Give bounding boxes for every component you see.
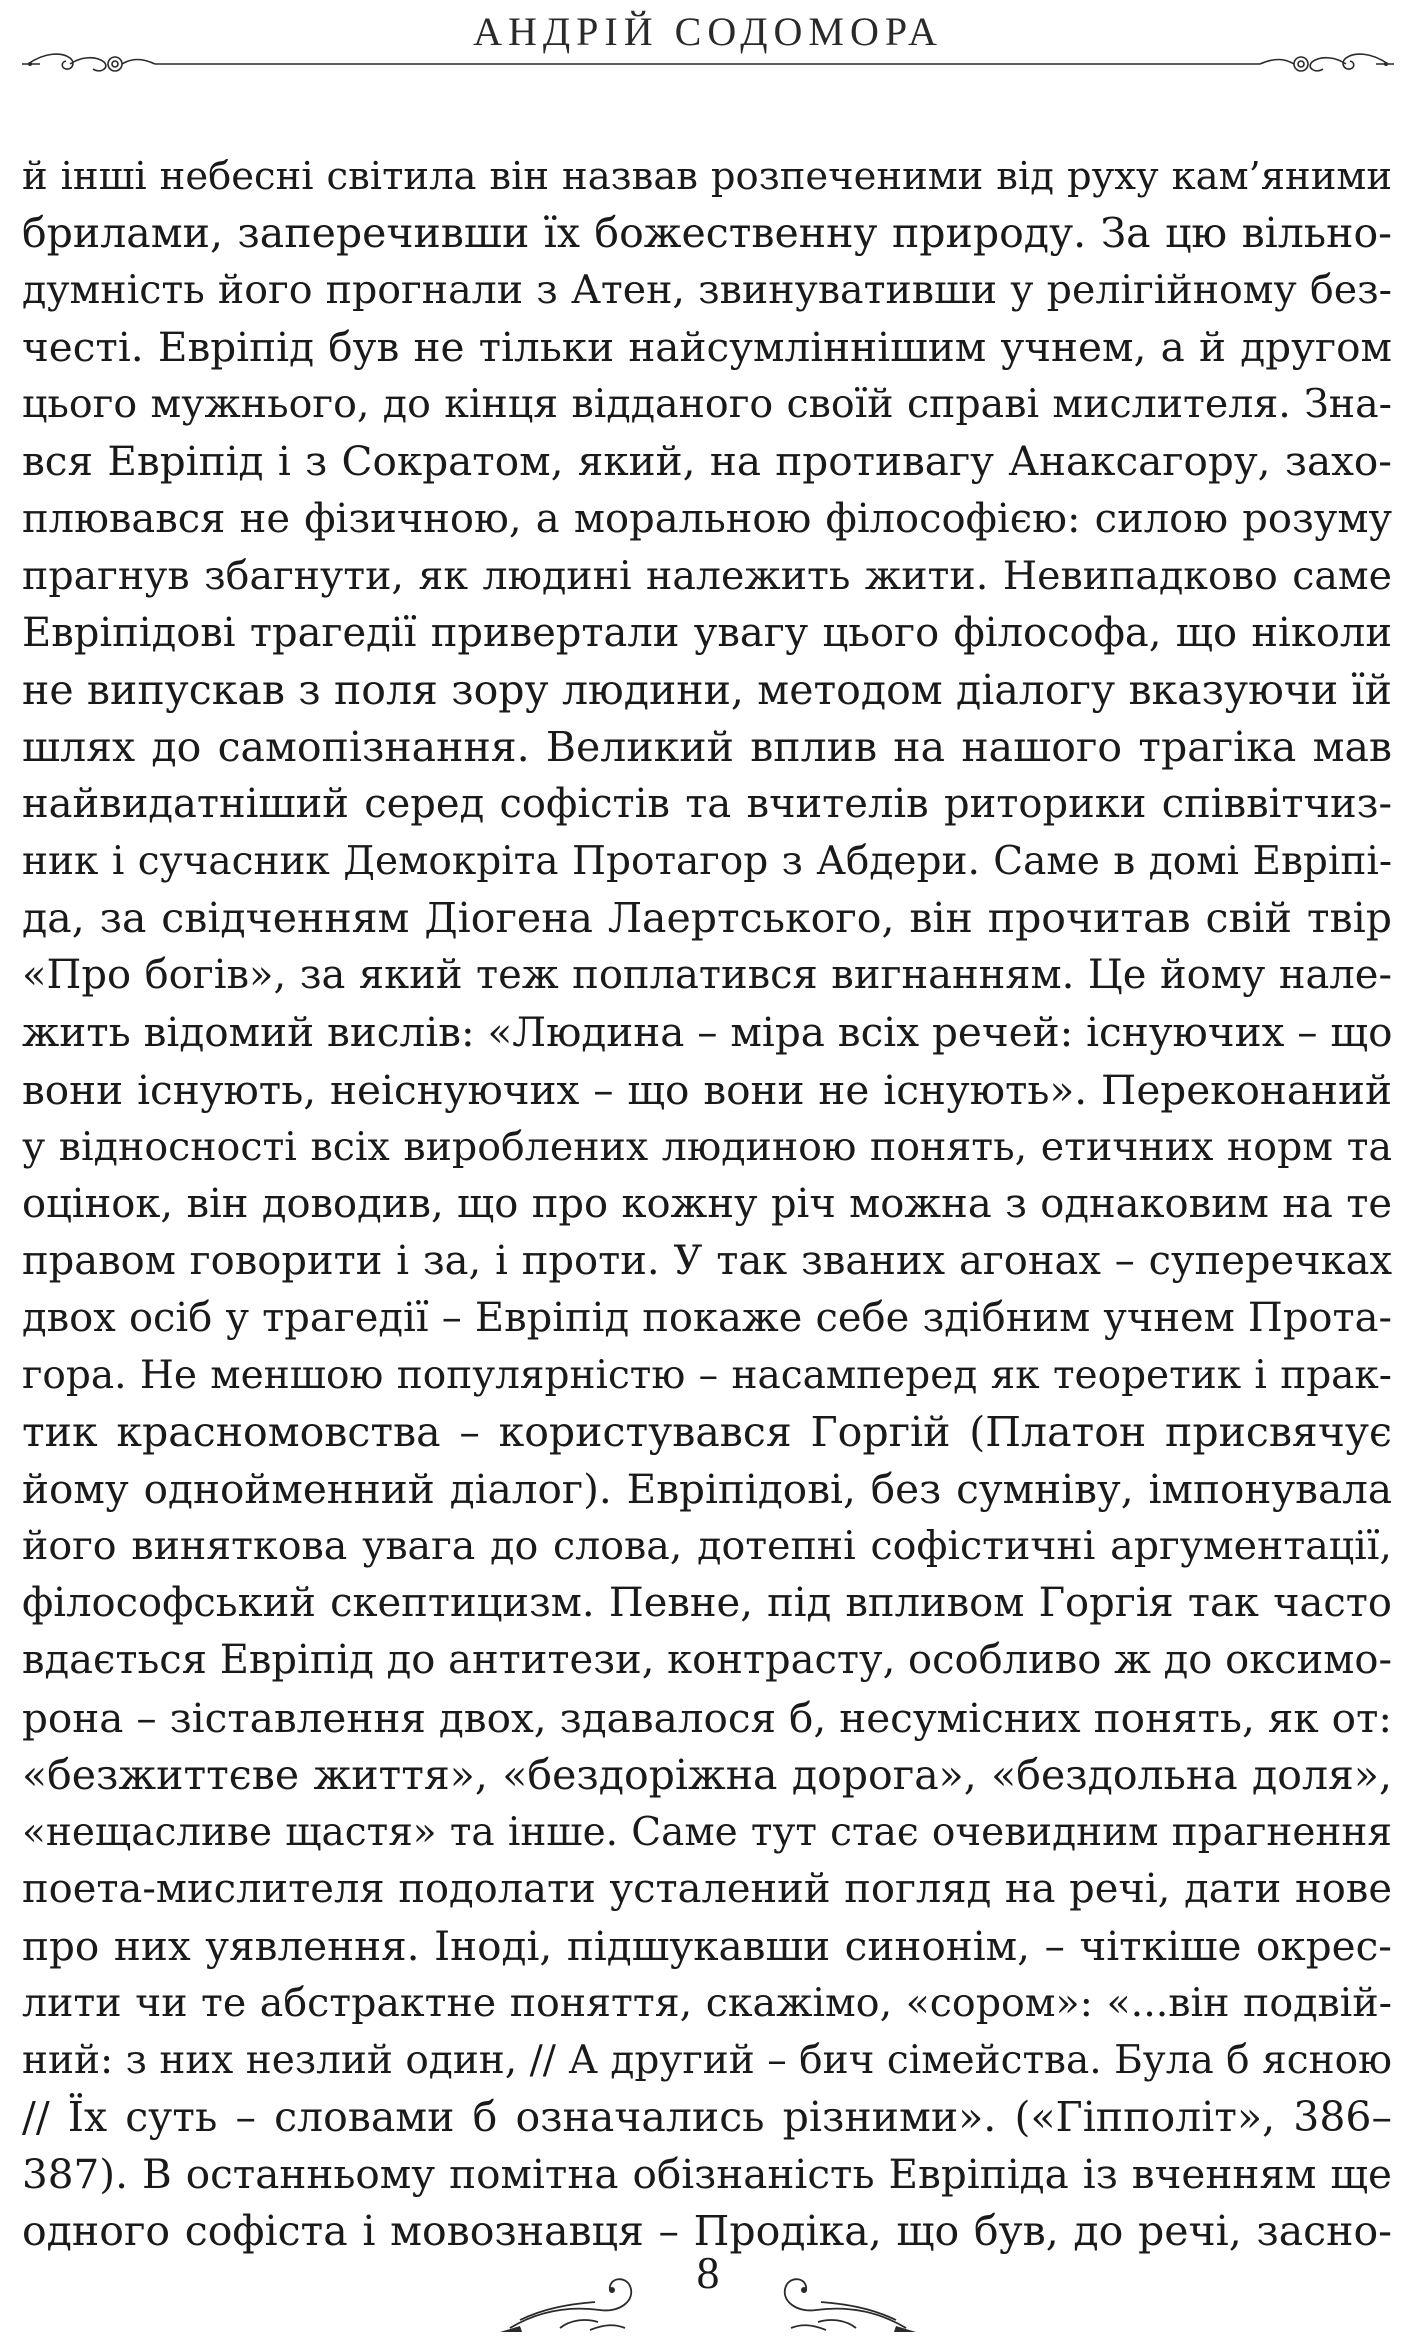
page-number: 8 xyxy=(696,2247,720,2298)
text-line: поета-мислителя подолати усталений погляд на речі, дати нове xyxy=(22,1865,1392,1912)
text-line: прагнув збагнути, як людині належить жити. Невипадково саме xyxy=(22,552,1392,599)
running-header-author: АНДРІЙ СОДОМОРА xyxy=(473,9,943,54)
text-line: цього мужнього, до кінця відданого своїй справі мислителя. Зна- xyxy=(22,381,1392,428)
text-line: оцінок, він доводив, що про кожну річ можна з однаковим на те xyxy=(22,1180,1392,1227)
text-line: найвидатніший серед софістів та вчителів риторики співвітчиз- xyxy=(22,781,1392,828)
text-line: вдається Евріпід до антитези, контрасту, особливо ж до оксимо- xyxy=(22,1637,1392,1684)
text-line: його виняткова увага до слова, дотепні софістичні аргументації, xyxy=(22,1523,1392,1570)
header-flourish-rule xyxy=(0,44,1416,80)
text-line: ник і сучасник Демокріта Протагор з Абдери. Саме в домі Евріпі- xyxy=(22,839,1392,885)
main-text-block xyxy=(22,148,1392,2260)
text-line: у відносності всіх вироблених людиною понять, етичних норм та xyxy=(22,1123,1392,1170)
text-line: Евріпідові трагедії привертали увагу цього філософа, що ніколи xyxy=(22,609,1392,656)
text-line: вони існують, неіснуючих – що вони не існують». Переконаний xyxy=(22,1065,1392,1114)
text-line: думність його прогнали з Атен, звинувативши у релігійному без- xyxy=(22,267,1392,314)
text-line: одного софіста і мовознавця – Продіка, що був, до речі, засно- xyxy=(22,2207,1392,2256)
text-line: рона – зіставлення двох, здавалося б, несумісних понять, як от: xyxy=(22,1693,1392,1742)
text-line: 387). В останньому помітна обізнаність Евріпіда із вченням ще xyxy=(22,2150,1392,2199)
text-line: «Про богів», за який теж поплатився вигнанням. Це йому нале- xyxy=(22,952,1392,999)
text-line: двох осіб у трагедії – Евріпід покаже себе здібним учнем Прота- xyxy=(22,1294,1392,1341)
text-line: гора. Не меншою популярністю – насамперед як теоретик і прак- xyxy=(22,1352,1392,1398)
text-line: «нещасливе щастя» та інше. Саме тут стає очевидним прагнення xyxy=(22,1809,1392,1855)
text-line: лити чи те абстрактне поняття, скажімо, «сором»: «...він подвій- xyxy=(22,1980,1392,2026)
text-line: про них уявлення. Іноді, підшукавши синонім, – чіткіше окрес- xyxy=(22,1921,1392,1970)
text-line: // Їх суть – словами б означались різними». («Гіпполіт», 386– xyxy=(22,2093,1392,2142)
text-line: честі. Евріпід був не тільки найсумліннішим учнем, а й другом xyxy=(22,323,1392,372)
running-header xyxy=(0,0,1416,80)
text-line: шлях до самопізнання. Великий вплив на нашого трагіка мав xyxy=(22,722,1392,771)
text-line: тик красномовства – користувався Горгій (Платон присвячує xyxy=(22,1408,1392,1457)
text-line: правом говорити і за, і проти. У так званих агонах – суперечках xyxy=(22,1237,1392,1284)
text-line: не випускав з поля зору людини, методом діалогу вказуючи їй xyxy=(22,665,1392,714)
text-line: жить відомий вислів: «Людина – міра всіх речей: існуючих – що xyxy=(22,1008,1393,1057)
text-line: брилами, заперечивши їх божественну природу. За цю вільно- xyxy=(22,209,1392,258)
text-line: йому однойменний діалог). Евріпідові, без сумніву, імпонувала xyxy=(22,1465,1392,1514)
text-line: плювався не фізичною, а моральною філософією: силою розуму xyxy=(22,495,1392,542)
text-line: ний: з них незлий один, // А другий – бич сімейства. Була б ясною xyxy=(22,2038,1392,2084)
text-line: філософський скептицизм. Певне, під впливом Горгія так часто xyxy=(22,1580,1392,1627)
text-line: да, за свідченням Діогена Лаертського, він прочитав свій твір xyxy=(22,894,1392,943)
text-line: вся Евріпід і з Сократом, який, на противагу Анаксагору, захо- xyxy=(22,437,1392,486)
text-line: «безжиттєве життя», «бездоріжна дорога», «бездольна доля», xyxy=(22,1750,1392,1799)
page-footer xyxy=(0,2240,1416,2337)
text-line: й інші небесні світила він назвав розпеченими від руху кам’яними xyxy=(22,154,1392,199)
